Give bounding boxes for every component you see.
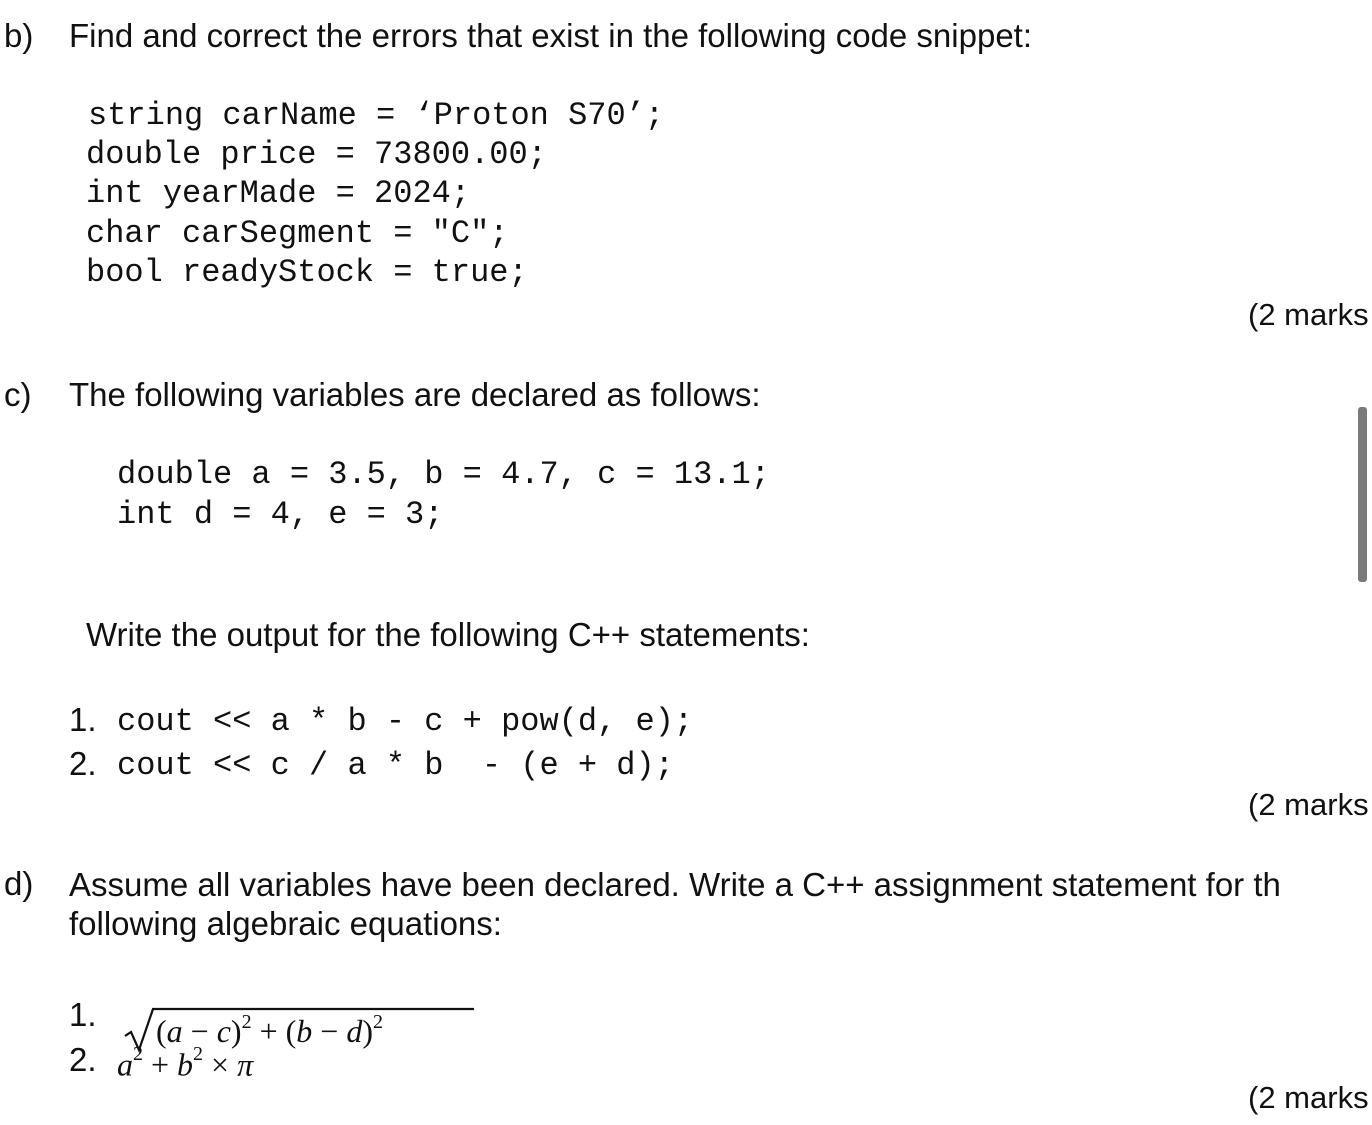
- statement-code: cout << c / a * b - (e + d);: [117, 747, 674, 784]
- code-line: double a = 3.5, b = 4.7, c = 13.1;: [117, 456, 770, 493]
- question-b-letter: b): [4, 17, 34, 54]
- question-b-prompt: Find and correct the errors that exist in the following code snippet:: [69, 17, 1033, 54]
- equation-number: 2.: [69, 1041, 97, 1078]
- equation-area-expression: $a^2 + b^2 \times \pi$: [117, 1043, 254, 1083]
- statement-code: cout << a * b - c + pow(d, e);: [117, 703, 694, 740]
- statement-number: 1.: [69, 701, 97, 738]
- question-d-letter: d): [4, 865, 34, 902]
- question-c-marks: (2 marks: [1248, 787, 1369, 822]
- question-d-marks: (2 marks: [1248, 1080, 1369, 1115]
- statement-number: 2.: [69, 745, 97, 782]
- code-line: double price = 73800.00;: [86, 136, 547, 173]
- code-line: int yearMade = 2024;: [86, 175, 471, 212]
- question-d-prompt-line2: following algebraic equations:: [69, 905, 502, 942]
- question-b-marks: (2 marks: [1248, 297, 1369, 332]
- vertical-scrollbar-thumb[interactable]: [1358, 407, 1367, 582]
- question-c-instruction: Write the output for the following C++ statements:: [86, 616, 810, 653]
- code-line: string carName = ‘Proton S70’;: [88, 97, 665, 134]
- question-d-prompt-line1: Assume all variables have been declared. Write a C++ assignment statement for th: [69, 866, 1281, 903]
- svg-text:(a − c)2 + (b − d)2: $(a - c)^2 + (b - d)^2$: [155, 1011, 383, 1049]
- code-line: int d = 4, e = 3;: [117, 496, 444, 533]
- question-c-letter: c): [4, 376, 32, 413]
- code-line: char carSegment = "C";: [86, 215, 509, 252]
- question-c-prompt: The following variables are declared as follows:: [69, 376, 761, 413]
- code-line: bool readyStock = true;: [86, 254, 528, 291]
- equation-number: 1.: [69, 996, 97, 1033]
